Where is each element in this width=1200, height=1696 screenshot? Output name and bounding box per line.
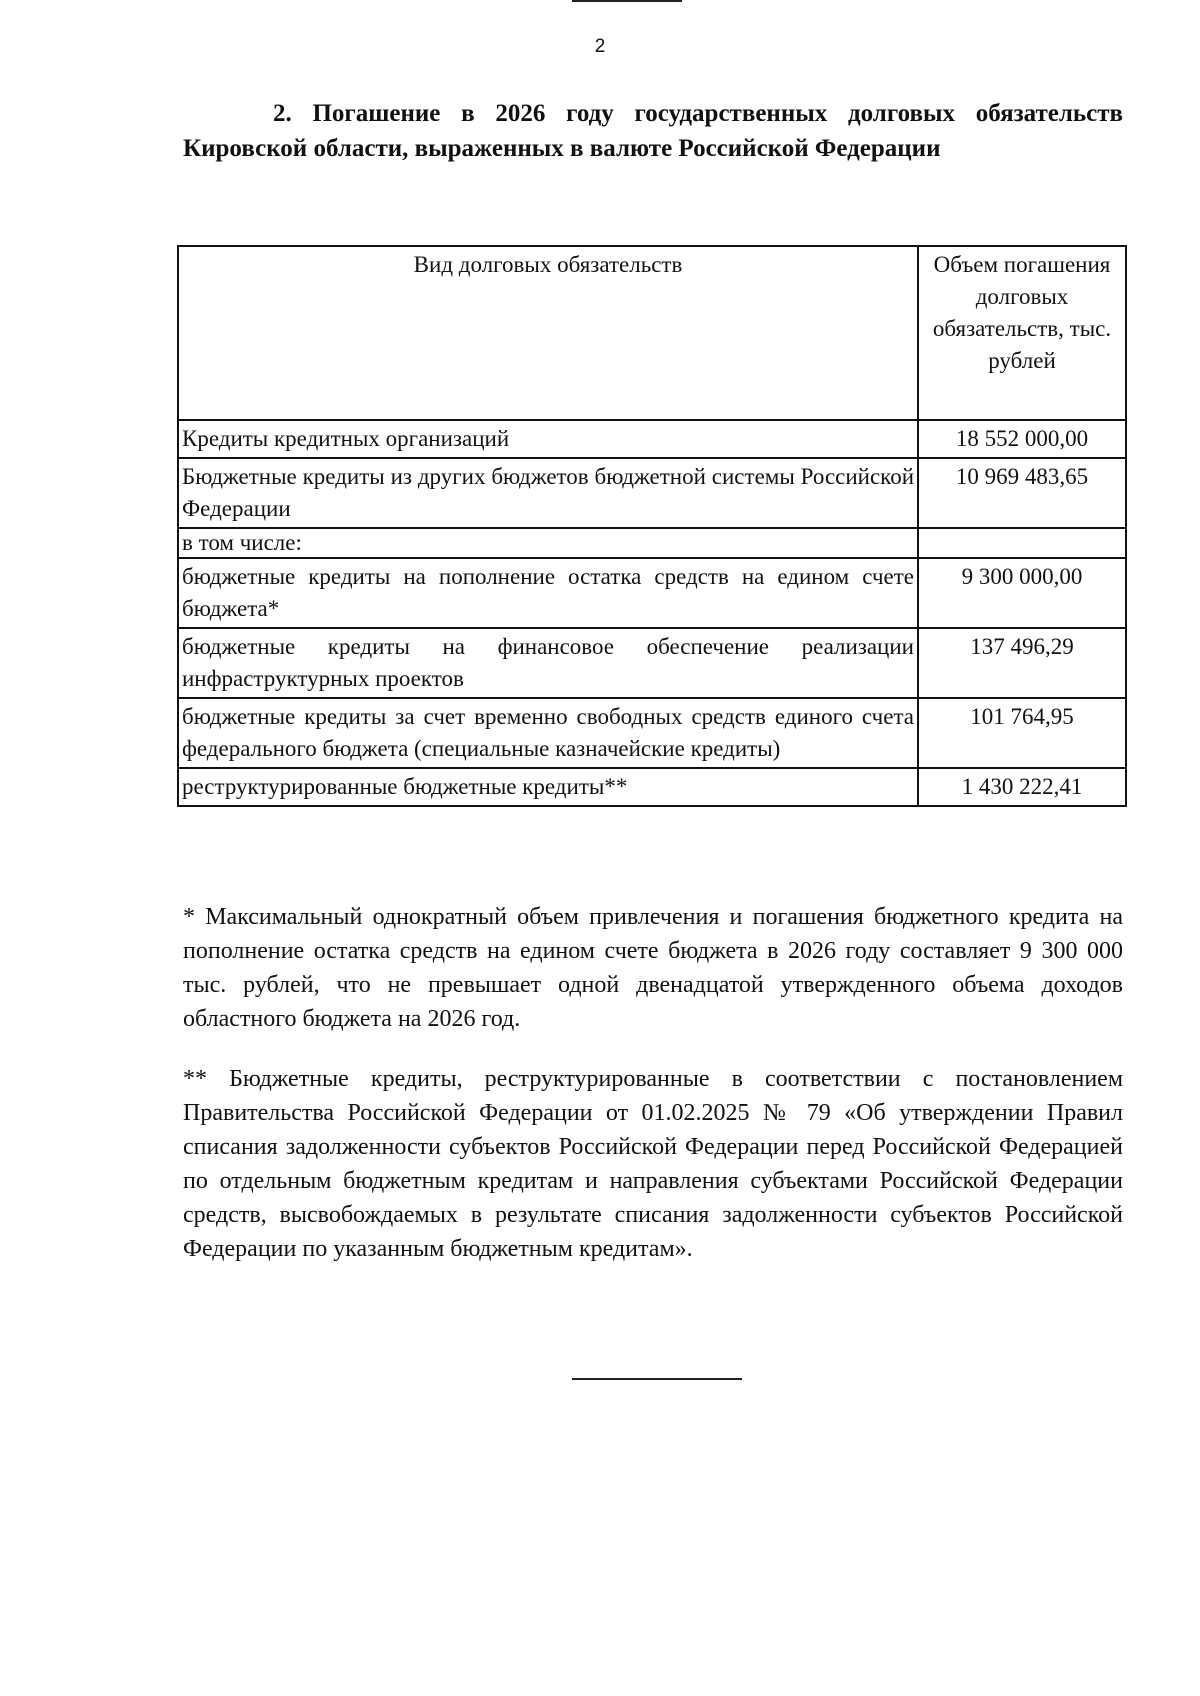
debt-type-cell: реструктурированные бюджетные кредиты** — [178, 768, 918, 806]
top-divider — [572, 0, 682, 2]
debt-type-cell: бюджетные кредиты на пополнение остатка средств на едином счете бюджета* — [178, 558, 918, 628]
amount-cell — [918, 528, 1126, 558]
amount-cell: 9 300 000,00 — [918, 558, 1126, 628]
amount-cell: 10 969 483,65 — [918, 458, 1126, 528]
amount-cell: 137 496,29 — [918, 628, 1126, 698]
debt-type-cell: бюджетные кредиты за счет временно свободных средств единого счета федерального бюджета (специальные казначейские кредиты) — [178, 698, 918, 768]
footnote-single-asterisk: * Максимальный однократный объем привлечения и погашения бюджетного кредита на пополнение остатка средств на едином счете бюджета в 2026 году составляет 9 300 000 тыс. рублей, что не превышает одной двенадцатой утвержденного объема доходов областного бюджета на 2026 год. — [183, 904, 1123, 1032]
table-row — [178, 458, 1126, 528]
amount-cell: 1 430 222,41 — [918, 768, 1126, 806]
header-repayment-amount: Объем погашения долговых обязательств, тыс. рублей — [918, 246, 1126, 420]
header-debt-type: Вид долговых обязательств — [178, 246, 918, 420]
debt-type-cell: Бюджетные кредиты из других бюджетов бюджетной системы Российской Федерации — [178, 458, 918, 528]
bottom-divider — [572, 1378, 742, 1380]
table-row — [178, 698, 1126, 768]
table-row — [178, 558, 1126, 628]
table-row — [178, 768, 1126, 806]
amount-cell: 18 552 000,00 — [918, 420, 1126, 458]
amount-cell: 101 764,95 — [918, 698, 1126, 768]
section-heading: 2. Погашение в 2026 году государственных долговых обязательств Кировской области, выраженных в валюте Российской Федерации — [183, 100, 1123, 162]
footnote-double-asterisk: ** Бюджетные кредиты, реструктурированные в соответствии с постановлением Правительства Российской Федерации от 01.02.2025 № 79 «Об утверждении Правил списания задолженности субъектов Российской Федерации перед Российской Федерацией по отдельным бюджетным кредитам и направления субъектами Российской Федерации средств, высвобождаемых в результате списания задолженности субъектов Российской Федерации по указанным бюджетным кредитам». — [183, 1066, 1123, 1262]
table-row — [178, 420, 1126, 458]
table-row — [178, 628, 1126, 698]
debt-type-cell: бюджетные кредиты на финансовое обеспечение реализации инфраструктурных проектов — [178, 628, 918, 698]
table-header-row — [178, 246, 1126, 420]
debt-repayment-table — [177, 245, 1127, 807]
debt-type-cell: в том числе: — [178, 528, 918, 558]
table-row — [178, 528, 1126, 558]
page-number: 2 — [594, 36, 606, 57]
debt-type-cell: Кредиты кредитных организаций — [178, 420, 918, 458]
